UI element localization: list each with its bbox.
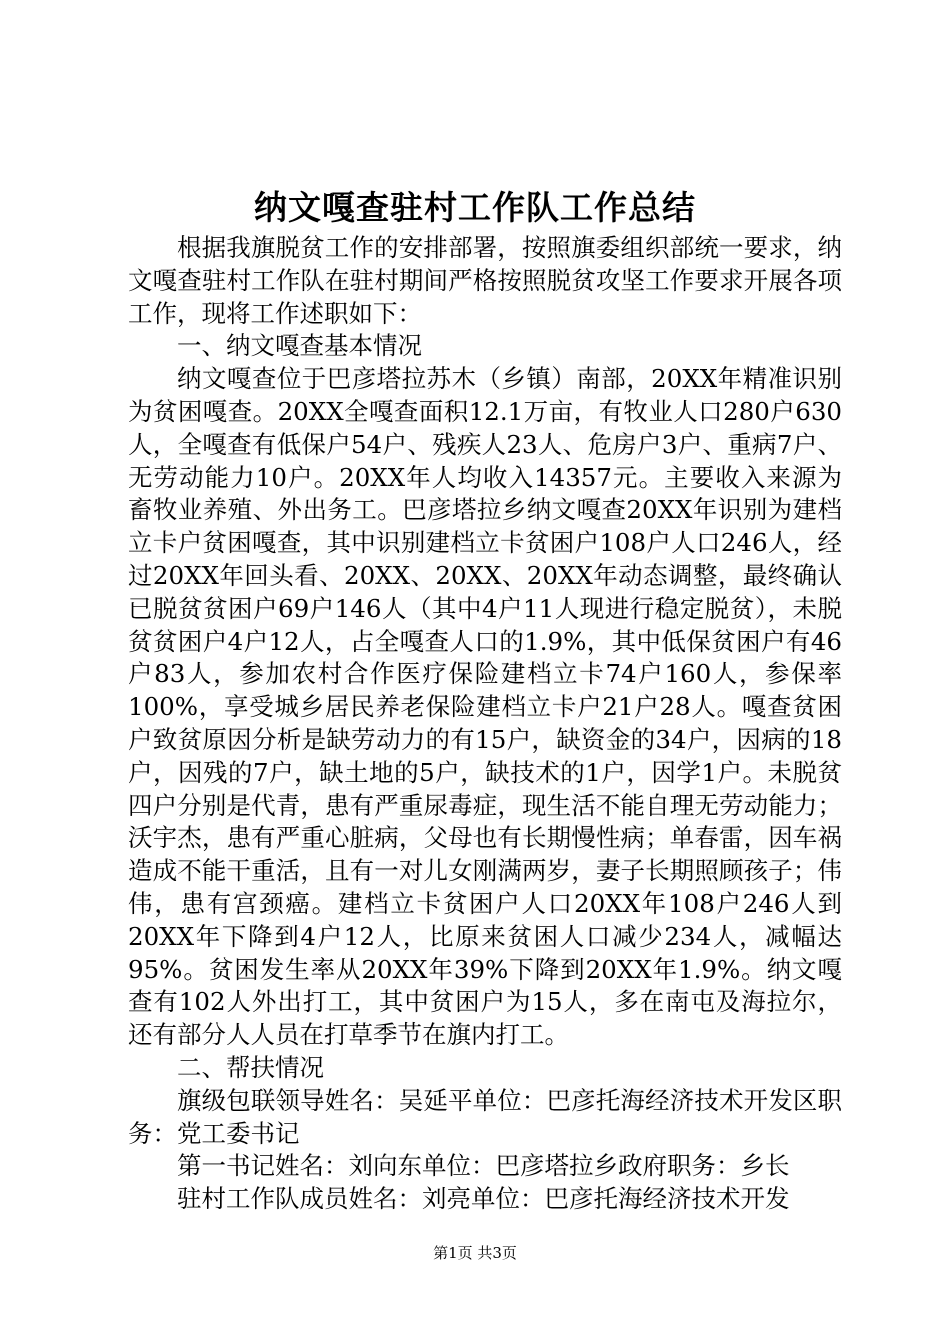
- paragraph-work-team-member: 驻村工作队成员姓名：刘亮单位：巴彦托海经济技术开发: [177, 1184, 790, 1214]
- section-heading-assistance: 二、帮扶情况: [177, 1052, 324, 1082]
- document-body: [128, 232, 842, 1216]
- paragraph-basic-info: 纳文嘎查位于巴彦塔拉苏木（乡镇）南部，20XX年精准识别为贫困嘎查。20XX全嘎查面积12.1万亩，有牧业人口280户630人，全嘎查有低保户54户、残疾人23人、危房户3户、重病7户、无劳动能力10户。20XX年人均收入14357元。主要收入来源为畜牧业养殖、外出务工。巴彦塔拉乡纳文嘎查20XX年识别为建档立卡户贫困嘎查，其中识别建档立卡贫困户108户人口246人，经过20XX年回头看、20XX、20XX、20XX年动态调整，最终确认已脱贫贫困户69户146人（其中4户11人现进行稳定脱贫），未脱贫贫困户4户12人，占全嘎查人口的1.9%，其中低保贫困户有46户83人，参加农村合作医疗保险建档立卡74户160人，参保率100%，享受城乡居民养老保险建档立卡户21户28人。嘎查贫困户致贫原因分析是缺劳动力的有15户，缺资金的34户，因病的18户，因残的7户，缺土地的5户，缺技术的1户，因学1户。未脱贫四户分别是代青，患有严重尿毒症，现生活不能自理无劳动能力；沃宇杰，患有严重心脏病，父母也有长期慢性病；单春雷，因车祸造成不能干重活，且有一对儿女刚满两岁，妻子长期照顾孩子；伟伟，患有宫颈癌。建档立卡贫困户人口20XX年108户246人到20XX年下降到4户12人，比原来贫困人口减少234人，减幅达95%。贫困发生率从20XX年39%下降到20XX年1.9%。纳文嘎查有102人外出打工，其中贫困户为15人，多在南屯及海拉尔，还有部分人人员在打草季节在旗内打工。: [128, 364, 843, 1050]
- paragraph-first-secretary: 第一书记姓名：刘向东单位：巴彦塔拉乡政府职务：乡长: [177, 1151, 790, 1181]
- paragraph-county-leader: 旗级包联领导姓名：吴延平单位：巴彦托海经济技术开发区职务：党工委书记: [128, 1085, 842, 1148]
- document-title: 纳文嘎查驻村工作队工作总结: [254, 188, 696, 227]
- section-heading-basic-info: 一、纳文嘎查基本情况: [177, 331, 422, 361]
- page-number-footer: 第1页 共3页: [433, 1244, 517, 1262]
- paragraph-intro: 根据我旗脱贫工作的安排部署，按照旗委组织部统一要求，纳文嘎查驻村工作队在驻村期间严格按照脱贫攻坚工作要求开展各项工作，现将工作述职如下：: [128, 233, 842, 328]
